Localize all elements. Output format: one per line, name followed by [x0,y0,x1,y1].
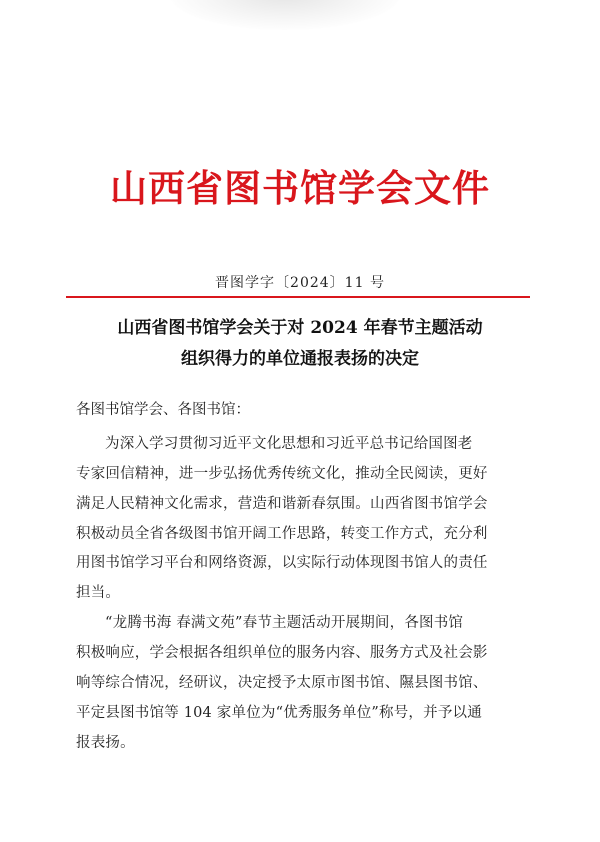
document-title-line-1: 山西省图书馆学会关于对 2024 年春节主题活动 [117,318,483,338]
body-line: 积极动员全省各级图书馆开阔工作思路，转变工作方式，充分利 [76,526,488,542]
body-line: 用图书馆学习平台和网络资源，以实际行动体现图书馆人的责任 [76,555,488,571]
document-header-title: 山西省图书馆学会文件 [110,167,490,210]
body-line: 积极响应，学会根据各组织单位的服务内容、服务方式及社会影 [76,645,488,661]
scan-shadow [170,0,400,30]
body-line: 响等综合情况，经研议，决定授予太原市图书馆、隰县图书馆、 [76,675,488,691]
body-line: 报表扬。 [76,735,135,751]
body-line: “龙腾书海 春满文苑”春节主题活动开展期间，各图书馆 [105,615,464,631]
body-line: 平定县图书馆等 104 家单位为“优秀服务单位”称号，并予以通 [76,705,482,721]
document-number: 晋图学字〔2024〕11 号 [215,275,385,291]
salutation: 各图书馆学会、各图书馆： [76,402,250,418]
body-line: 为深入学习贯彻习近平文化思想和习近平总书记给国图老 [105,436,473,452]
body-line: 专家回信精神，进一步弘扬优秀传统文化，推动全民阅读，更好 [76,466,488,482]
document-title [0,313,600,375]
header-divider [66,296,530,298]
body-line: 满足人民精神文化需求，营造和谐新春氛围。山西省图书馆学会 [76,496,488,512]
document-title-line-2: 组织得力的单位通报表扬的决定 [181,349,419,369]
body-line: 担当。 [76,585,121,601]
